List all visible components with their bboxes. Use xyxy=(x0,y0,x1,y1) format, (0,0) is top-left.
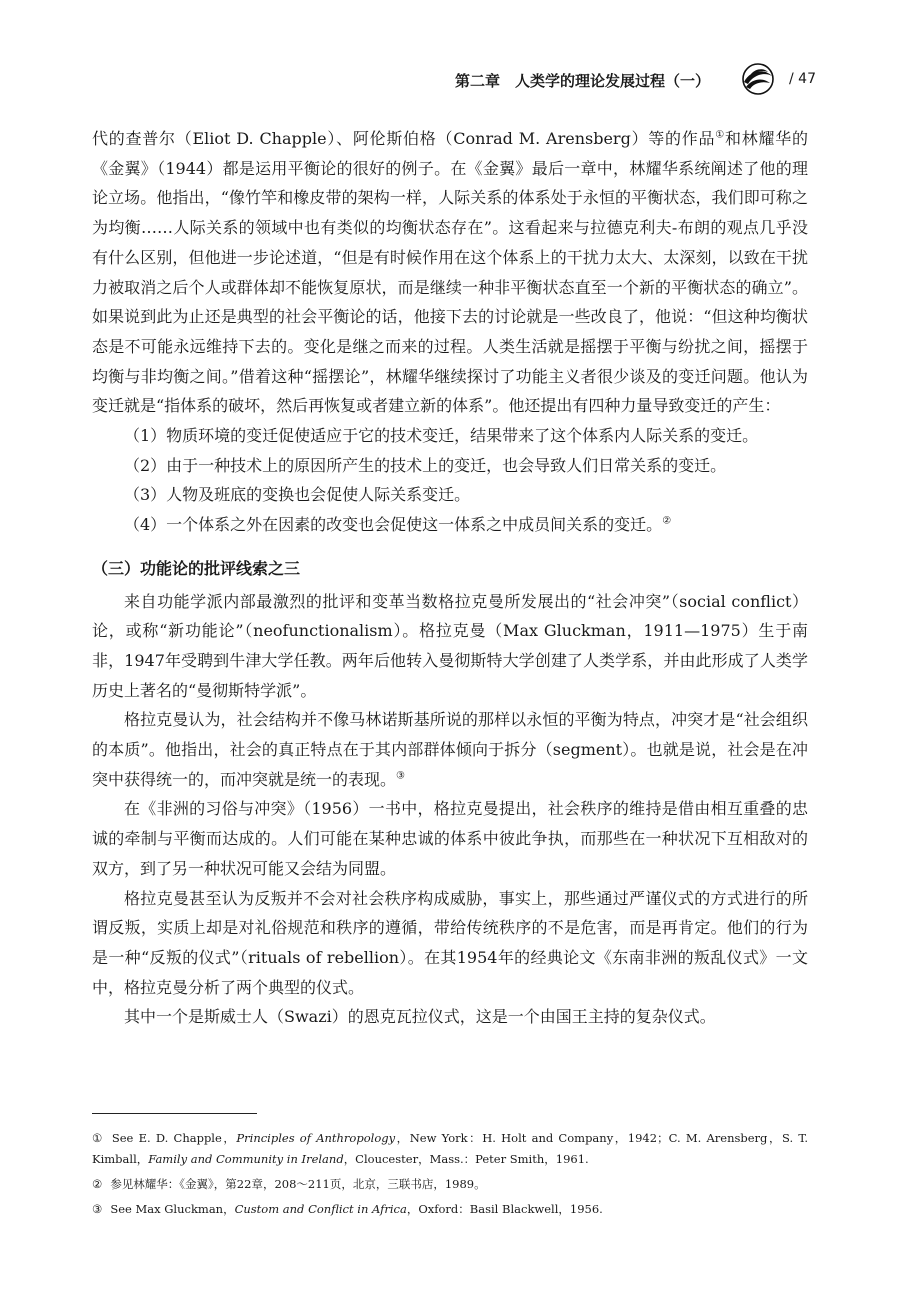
body-paragraph xyxy=(92,124,808,421)
text-run: ，New York：H. Holt and Company，1942；C. M. Arensberg，S. T. Kimball， xyxy=(92,1131,808,1166)
book-title-italic: Custom and Conflict in Africa xyxy=(234,1202,407,1216)
text-run: ，Cloucester，Mass.：Peter Smith，1961. xyxy=(343,1152,589,1166)
footnote-marker: ① xyxy=(715,129,726,141)
text-run: 格拉克曼甚至认为反叛并不会对社会秩序构成威胁，事实上，那些通过严谨仪式的方式进行的所谓反叛，实质上却是对礼俗规范和秩序的遵循，带给传统秩序的不是危害，而是再肯定。他们的行为是一种“反叛的仪式”（rituals of rebellion）。在其1954年的经典论文《东南非洲的叛乱仪式》一文中，格拉克曼分析了两个典型的仪式。 xyxy=(92,888,808,997)
body-paragraph xyxy=(92,794,808,883)
text-run: （2）由于一种技术上的原因所产生的技术上的变迁，也会导致人们日常关系的变迁。 xyxy=(124,455,727,475)
swirl-logo-icon xyxy=(738,62,778,96)
body-paragraph xyxy=(92,1002,808,1032)
footnote-divider xyxy=(92,1113,257,1114)
text-run: See Max Gluckman， xyxy=(110,1202,235,1216)
body-paragraph xyxy=(92,510,808,540)
body-text xyxy=(92,124,808,1032)
body-paragraph xyxy=(92,480,808,510)
text-run: （1）物质环境的变迁促使适应于它的技术变迁，结果带来了这个体系内人际关系的变迁。 xyxy=(124,426,759,446)
footnote xyxy=(92,1174,808,1195)
text-run: 格拉克曼认为，社会结构并不像马林诺斯基所说的那样以永恒的平衡为特点，冲突才是“社会组织的本质”。他指出，社会的真正特点在于其内部群体倾向于拆分（segment）。也就是说，社会是在冲突中获得统一的，而冲突就是统一的表现。 xyxy=(92,710,808,789)
text-run: 来自功能学派内部最激烈的批评和变革当数格拉克曼所发展出的“社会冲突”（social conflict）论，或称“新功能论”（neofunctionalism）。格拉克曼（Max Gluckman，1911—1975）生于南非，1947年受聘到牛津大学任教。两年后他转入曼彻斯特大学创建了人类学系，并由此形成了人类学历史上著名的“曼彻斯特学派”。 xyxy=(92,591,808,700)
body-paragraph xyxy=(92,705,808,794)
text-run: 和林耀华的《金翼》（1944）都是运用平衡论的很好的例子。在《金翼》最后一章中，林耀华系统阐述了他的理论立场。他指出，“像竹竿和橡皮带的架构一样，人际关系的体系处于永恒的平衡状态，我们即可称之为均衡……人际关系的领域中也有类似的均衡状态存在”。这看起来与拉德克利夫-布朗的观点几乎没有什么区别，但他进一步论述道，“但是有时候作用在这个体系上的干扰力太大、太深刻，以致在干扰力被取消之后个人或群体却不能恢复原状，而是继续一种非平衡状态直至一个新的平衡状态的确立”。如果说到此为止还是典型的社会平衡论的话，他接下去的讨论就是一些改良了，他说：“但这种均衡状态是不可能永远维持下去的。变化是继之而来的过程。人类生活就是摇摆于平衡与纷扰之间，摇摆于均衡与非均衡之间。”借着这种“摇摆论”，林耀华继续探讨了功能主义者很少谈及的变迁问题。他认为变迁就是“指体系的破坏，然后再恢复或者建立新的体系”。他还提出有四种力量导致变迁的产生： xyxy=(92,129,808,416)
text-run: ，Oxford：Basil Blackwell，1956. xyxy=(406,1202,603,1216)
text-run: 代的查普尔（Eliot D. Chapple）、阿伦斯伯格（Conrad M. Arensberg）等的作品 xyxy=(92,129,716,148)
book-title-italic: Family and Community in Ireland xyxy=(148,1152,344,1166)
footnotes xyxy=(92,1128,808,1224)
footnote-marker: ③ xyxy=(396,770,405,782)
section-heading xyxy=(92,554,808,584)
text-run: 其中一个是斯威士人（Swazi）的恩克瓦拉仪式，这是一个由国王主持的复杂仪式。 xyxy=(124,1007,716,1027)
footnote-number: ① xyxy=(92,1131,104,1145)
chapter-title: 第二章 人类学的理论发展过程（一） xyxy=(455,72,711,90)
text-run: 参见林耀华：《金翼》，第22章，208～211页，北京，三联书店，1989。 xyxy=(110,1177,486,1191)
text-run: See E. D. Chapple， xyxy=(111,1131,237,1145)
body-paragraph xyxy=(92,587,808,706)
page-number: / 47 xyxy=(789,71,816,87)
text-run: （三）功能论的批评线索之三 xyxy=(92,558,301,578)
body-paragraph xyxy=(92,421,808,451)
footnote-number: ③ xyxy=(92,1202,103,1216)
book-title-italic: Principles of Anthropology xyxy=(236,1131,396,1145)
body-paragraph xyxy=(92,884,808,1003)
running-header xyxy=(455,62,835,98)
text-run: 在《非洲的习俗与冲突》（1956）一书中，格拉克曼提出，社会秩序的维持是借由相互重叠的忠诚的牵制与平衡而达成的。人们可能在某种忠诚的体系中彼此争执，而那些在一种状况下互相敌对的双方，到了另一种状况可能又会结为同盟。 xyxy=(92,799,808,878)
footnote-number: ② xyxy=(92,1177,103,1191)
footnote xyxy=(92,1128,808,1170)
text-run: （3）人物及班底的变换也会促使人际关系变迁。 xyxy=(124,485,471,505)
footnote-marker: ② xyxy=(662,515,672,527)
footnote xyxy=(92,1199,808,1220)
body-paragraph xyxy=(92,451,808,481)
text-run: （4）一个体系之外在因素的改变也会促使这一体系之中成员间关系的变迁。 xyxy=(124,515,663,535)
